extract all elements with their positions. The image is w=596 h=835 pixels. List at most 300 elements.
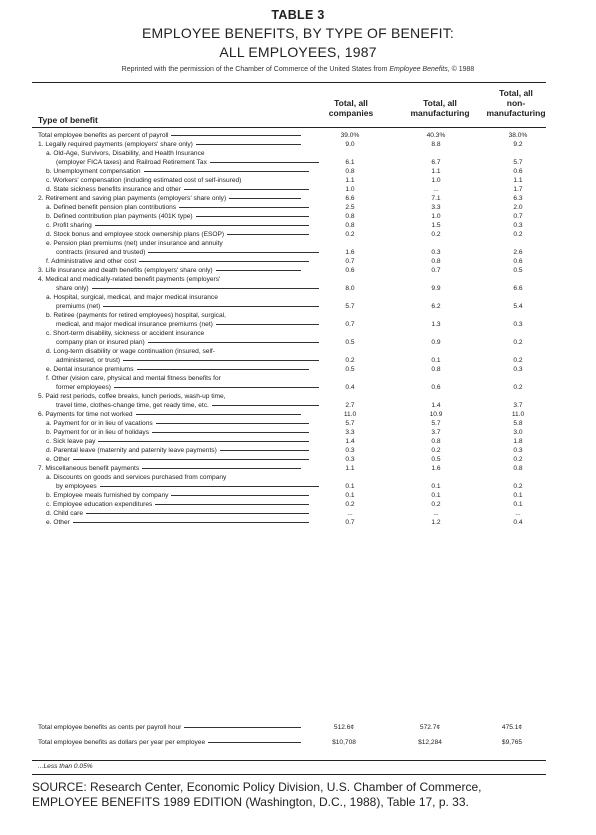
table-row	[38, 482, 546, 491]
row-label	[38, 185, 312, 194]
leader-line	[98, 441, 309, 442]
value-manufacturing: 3.3	[431, 204, 441, 211]
value-manufacturing: 0.2	[431, 231, 441, 238]
row-label-text: 4. Medical and medically-related benefit payments (employers'	[38, 276, 221, 283]
row-label-text: former employees)	[56, 384, 111, 391]
value-non-manufacturing: 5.8	[513, 420, 523, 427]
row-label-text: share only)	[56, 285, 89, 292]
row-label	[38, 464, 304, 473]
row-label-text: administered, or trust)	[56, 357, 121, 364]
row-label-text: company plan or insured plan)	[56, 339, 145, 346]
leader-line	[139, 261, 309, 262]
header-rule	[32, 127, 546, 128]
row-label-text: a. Payment for or in lieu of vacations	[46, 420, 153, 427]
row-label-text: b. Employee meals furnished by company	[46, 492, 169, 499]
table-row	[38, 518, 546, 527]
benefit-rows	[38, 131, 546, 527]
row-label-text: a. Hospital, surgical, medical, and major medical insurance	[46, 294, 218, 301]
table-row	[38, 248, 546, 257]
row-label	[38, 257, 312, 266]
value-manufacturing: 1.0	[431, 177, 441, 184]
row-label	[38, 500, 312, 509]
value-all-companies: 0.4	[345, 384, 355, 391]
value-non-manufacturing: 5.4	[513, 303, 523, 310]
value-manufacturing: 3.7	[431, 429, 441, 436]
reprint-note-a: Reprinted with the permission of the Chamber of Commerce of the United States from	[121, 66, 390, 73]
row-label	[38, 455, 312, 464]
value-manufacturing: 1.3	[431, 321, 441, 328]
value-manufacturing: $12,284	[418, 739, 442, 746]
row-label	[38, 392, 304, 401]
table-row	[38, 428, 546, 437]
value-manufacturing: 0.1	[431, 357, 441, 364]
leader-line	[136, 414, 301, 415]
table-row	[38, 419, 546, 428]
value-all-companies: 0.7	[345, 258, 355, 265]
table-row	[38, 320, 546, 329]
table-row	[38, 158, 546, 167]
leader-line	[210, 162, 319, 163]
row-label	[38, 284, 322, 293]
value-non-manufacturing: ...	[515, 510, 521, 517]
value-non-manufacturing: 0.6	[513, 168, 523, 175]
value-all-companies: 1.4	[345, 438, 355, 445]
value-non-manufacturing: 5.7	[513, 159, 523, 166]
value-non-manufacturing: 0.3	[513, 447, 523, 454]
row-label	[38, 302, 322, 311]
value-all-companies: 6.6	[345, 195, 355, 202]
value-non-manufacturing: 0.7	[513, 213, 523, 220]
value-all-companies: 5.7	[345, 303, 355, 310]
row-label	[38, 158, 322, 167]
leader-line	[184, 727, 301, 728]
value-manufacturing: 6.7	[431, 159, 441, 166]
row-label-text: b. Defined contribution plan payments (401K type)	[46, 213, 193, 220]
footnote-rule	[32, 774, 546, 775]
row-label-text: (employer FICA taxes) and Railroad Retirement Tax	[56, 159, 207, 166]
leader-line	[179, 207, 309, 208]
leader-line	[155, 504, 309, 505]
row-label	[38, 356, 322, 365]
leader-line	[114, 387, 319, 388]
value-all-companies: 2.7	[345, 402, 355, 409]
row-label-text: c. Workers' compensation (including estimated cost of self-insured)	[46, 177, 242, 184]
row-label-text: c. Short-term disability, sickness or accident insurance	[46, 330, 205, 337]
row-label-text: a. Old-Age, Survivors, Disability, and Health Insurance	[46, 150, 205, 157]
row-label	[32, 723, 304, 733]
table-row	[38, 221, 546, 230]
value-manufacturing: 572.7¢	[419, 724, 441, 731]
table-row	[38, 293, 546, 302]
value-manufacturing: 5.7	[431, 420, 441, 427]
row-label-text: 1. Legally required payments (employers' share only)	[38, 141, 193, 148]
table-row	[38, 374, 546, 383]
value-non-manufacturing: 0.3	[513, 321, 523, 328]
row-label-text: premiums (net)	[56, 303, 101, 310]
table-row	[38, 212, 546, 221]
value-non-manufacturing: 0.2	[513, 456, 523, 463]
value-non-manufacturing: 38.0%	[508, 132, 528, 139]
value-all-companies: 39.0%	[340, 132, 360, 139]
table-row	[38, 473, 546, 482]
row-label	[38, 473, 312, 482]
table-row	[38, 266, 546, 275]
value-manufacturing: ...	[433, 510, 439, 517]
leader-line	[103, 306, 319, 307]
value-all-companies: 0.7	[345, 321, 355, 328]
row-label	[38, 374, 312, 383]
row-label	[38, 131, 304, 140]
table-row	[38, 131, 546, 140]
col-header-non-manufacturing	[478, 88, 554, 118]
value-all-companies: 0.5	[345, 339, 355, 346]
value-all-companies: 0.5	[345, 366, 355, 373]
table-header	[0, 0, 596, 73]
table-row	[38, 167, 546, 176]
value-non-manufacturing: 2.0	[513, 204, 523, 211]
row-label-text: e. Other	[46, 519, 70, 526]
value-manufacturing: 0.6	[431, 384, 441, 391]
value-non-manufacturing: 1.7	[513, 186, 523, 193]
value-non-manufacturing: 0.3	[513, 222, 523, 229]
row-label	[38, 446, 312, 455]
value-all-companies: 5.7	[345, 420, 355, 427]
row-label-text: 6. Payments for time not worked	[38, 411, 133, 418]
value-non-manufacturing: 0.1	[513, 492, 523, 499]
row-label	[38, 203, 312, 212]
row-label	[38, 320, 322, 329]
row-label-text: e. Dental insurance premiums	[46, 366, 134, 373]
leader-line	[137, 369, 309, 370]
table-row	[38, 365, 546, 374]
row-label	[38, 329, 312, 338]
table-row	[38, 383, 546, 392]
value-non-manufacturing: 1.1	[513, 177, 523, 184]
table-row	[38, 284, 546, 293]
value-all-companies: 0.6	[345, 267, 355, 274]
source-line2: EMPLOYEE BENEFITS 1989 EDITION (Washington, D.C., 1988), Table 17, p. 33.	[32, 795, 469, 809]
row-label	[38, 419, 312, 428]
value-all-companies: 9.0	[345, 141, 355, 148]
col-header-manufacturing	[402, 98, 478, 118]
col-header-non-l1: Total, all	[499, 88, 533, 98]
value-manufacturing: 0.7	[431, 267, 441, 274]
value-manufacturing: 0.5	[431, 456, 441, 463]
leader-line	[229, 198, 301, 199]
value-all-companies: 0.3	[345, 447, 355, 454]
value-manufacturing: 9.9	[431, 285, 441, 292]
table-row	[38, 239, 546, 248]
totals-block	[32, 723, 546, 753]
row-label-text: 2. Retirement and saving plan payments (employers' share only)	[38, 195, 227, 202]
source-line1: SOURCE: Research Center, Economic Policy Division, U.S. Chamber of Commerce,	[32, 780, 482, 794]
leader-line	[73, 522, 309, 523]
row-label-text: Total employee benefits as cents per payroll hour	[38, 724, 182, 731]
table-row	[38, 446, 546, 455]
table-row	[38, 356, 546, 365]
value-non-manufacturing: 9.2	[513, 141, 523, 148]
value-non-manufacturing: 0.4	[513, 519, 523, 526]
value-non-manufacturing: 3.7	[513, 402, 523, 409]
row-label	[38, 410, 304, 419]
row-label-text: a. Defined benefit pension plan contributions	[46, 204, 177, 211]
table-row	[38, 509, 546, 518]
leader-line	[156, 423, 309, 424]
value-manufacturing: 1.5	[431, 222, 441, 229]
row-label	[38, 338, 322, 347]
table-row	[38, 347, 546, 356]
row-label-text: c. Sick leave pay	[46, 438, 96, 445]
leader-line	[95, 225, 309, 226]
row-label-text: contracts (insured and trusted)	[56, 249, 146, 256]
row-label-text: e. Other	[46, 456, 70, 463]
value-manufacturing: 0.8	[431, 366, 441, 373]
table-row	[38, 392, 546, 401]
leader-line	[171, 135, 301, 136]
row-label	[38, 248, 322, 257]
row-label	[38, 230, 312, 239]
row-label	[38, 266, 304, 275]
value-all-companies: 512.6¢	[333, 724, 355, 731]
table-row	[38, 338, 546, 347]
table-row	[38, 329, 546, 338]
value-manufacturing: 0.8	[431, 438, 441, 445]
footnote: ...Less than 0.05%	[38, 763, 93, 770]
row-label-text: f. Other (vision care, physical and mental fitness benefits for	[46, 375, 221, 382]
row-label	[38, 293, 312, 302]
value-all-companies: 0.1	[345, 492, 355, 499]
row-label	[38, 140, 304, 149]
col-header-mfg-l1: Total, all	[423, 98, 457, 108]
value-manufacturing: 0.8	[431, 258, 441, 265]
table-row	[38, 491, 546, 500]
value-non-manufacturing: 6.3	[513, 195, 523, 202]
value-non-manufacturing: 11.0	[511, 411, 525, 418]
value-manufacturing: 10.9	[429, 411, 443, 418]
col-header-type: Type of benefit	[38, 115, 98, 125]
leader-line	[100, 486, 319, 487]
leader-line	[148, 252, 319, 253]
table-number: TABLE 3	[271, 8, 325, 22]
row-label	[38, 311, 312, 320]
table-title-line2: ALL EMPLOYEES, 1987	[219, 44, 377, 60]
value-all-companies: 1.6	[345, 249, 355, 256]
table-row	[38, 401, 546, 410]
value-all-companies: 0.2	[345, 501, 355, 508]
leader-line	[216, 324, 319, 325]
value-non-manufacturing: 0.1	[513, 501, 523, 508]
value-manufacturing: 0.1	[431, 492, 441, 499]
row-label-text: by employees	[56, 483, 97, 490]
value-manufacturing: ...	[433, 186, 439, 193]
leader-line	[123, 360, 319, 361]
row-label-text: d. Long-term disability or wage continuation (insured, self-	[46, 348, 215, 355]
total-row	[32, 738, 546, 748]
value-all-companies: 3.3	[345, 429, 355, 436]
value-manufacturing: 1.4	[431, 402, 441, 409]
table-row	[38, 194, 546, 203]
row-label	[38, 491, 312, 500]
table-title-line1: EMPLOYEE BENEFITS, BY TYPE OF BENEFIT:	[141, 25, 455, 41]
value-non-manufacturing: 0.5	[513, 267, 523, 274]
leader-line	[216, 270, 301, 271]
value-non-manufacturing: 0.2	[513, 483, 523, 490]
value-non-manufacturing: 6.6	[513, 285, 523, 292]
row-label	[38, 221, 312, 230]
col-header-non-l2: non-	[506, 98, 526, 108]
leader-line	[208, 742, 301, 743]
row-label	[38, 212, 312, 221]
row-label-text: b. Payment for or in lieu of holidays	[46, 429, 149, 436]
row-label	[32, 738, 304, 748]
col-header-all-l1: Total, all	[334, 98, 368, 108]
table-row	[38, 140, 546, 149]
row-label-text: f. Administrative and other cost	[46, 258, 137, 265]
row-label-text: 5. Paid rest periods, coffee breaks, lunch periods, wash-up time,	[38, 393, 226, 400]
value-manufacturing: 1.1	[431, 168, 441, 175]
col-header-mfg-l2: manufacturing	[410, 108, 470, 118]
value-all-companies: 0.2	[345, 357, 355, 364]
leader-line	[92, 288, 319, 289]
value-non-manufacturing: 0.2	[513, 231, 523, 238]
value-all-companies: $10,708	[332, 739, 356, 746]
row-label	[38, 239, 312, 248]
row-label-text: d. Child care	[46, 510, 84, 517]
reprint-note-c: , © 1988	[447, 66, 475, 73]
row-label	[38, 482, 322, 491]
source-note	[32, 780, 552, 810]
row-label	[38, 275, 304, 284]
col-header-all-l2: companies	[328, 108, 374, 118]
value-manufacturing: 0.2	[431, 501, 441, 508]
value-manufacturing: 1.2	[431, 519, 441, 526]
table-row	[38, 455, 546, 464]
value-non-manufacturing: 0.2	[513, 339, 523, 346]
col-header-all-companies	[318, 98, 384, 118]
value-all-companies: 1.1	[345, 177, 355, 184]
row-label	[38, 437, 312, 446]
row-label-text: b. Unemployment compensation	[46, 168, 141, 175]
value-all-companies: 6.1	[345, 159, 355, 166]
value-non-manufacturing: 0.3	[513, 366, 523, 373]
table-row	[38, 464, 546, 473]
row-label-text: 3. Life insurance and death benefits (employers' share only)	[38, 267, 213, 274]
leader-line	[171, 495, 309, 496]
row-label	[38, 509, 312, 518]
table-row	[38, 230, 546, 239]
top-rule	[32, 82, 546, 83]
table-row	[38, 185, 546, 194]
leader-line	[196, 144, 301, 145]
row-label-text: Total employee benefits as percent of payroll	[38, 132, 169, 139]
table-row	[38, 302, 546, 311]
table-row	[38, 149, 546, 158]
value-non-manufacturing: 0.6	[513, 258, 523, 265]
value-all-companies: 0.8	[345, 168, 355, 175]
value-non-manufacturing: 0.8	[513, 465, 523, 472]
value-manufacturing: 6.2	[431, 303, 441, 310]
row-label-text: medical, and major medical insurance premiums (net)	[56, 321, 213, 328]
value-all-companies: 0.8	[345, 213, 355, 220]
leader-line	[144, 171, 309, 172]
total-row	[32, 723, 546, 733]
value-all-companies: 0.8	[345, 222, 355, 229]
row-label-text: d. Parental leave (maternity and paternity leave payments)	[46, 447, 217, 454]
leader-line	[73, 459, 309, 460]
value-all-companies: 0.3	[345, 456, 355, 463]
row-label	[38, 401, 322, 410]
row-label	[38, 194, 304, 203]
leader-line	[196, 216, 309, 217]
table-row	[38, 500, 546, 509]
value-manufacturing: 0.2	[431, 447, 441, 454]
reprint-note-b: Employee Benefits	[389, 66, 448, 73]
row-label-text: c. Employee education expenditures	[46, 501, 153, 508]
leader-line	[220, 450, 309, 451]
table-row	[38, 410, 546, 419]
row-label	[38, 167, 312, 176]
value-manufacturing: 1.6	[431, 465, 441, 472]
row-label-text: e. Pension plan premiums (net) under insurance and annuity	[46, 240, 223, 247]
value-non-manufacturing: 2.6	[513, 249, 523, 256]
value-non-manufacturing: $9,765	[501, 739, 523, 746]
row-label	[38, 383, 322, 392]
table-row	[38, 257, 546, 266]
value-non-manufacturing: 1.8	[513, 438, 523, 445]
value-manufacturing: 1.0	[431, 213, 441, 220]
col-header-non-l3: manufacturing	[486, 108, 546, 118]
leader-line	[142, 468, 301, 469]
row-label-text: c. Profit sharing	[46, 222, 92, 229]
value-manufacturing: 7.1	[431, 195, 441, 202]
value-manufacturing: 0.1	[431, 483, 441, 490]
value-manufacturing: 40.3%	[426, 132, 446, 139]
value-non-manufacturing: 475.1¢	[501, 724, 523, 731]
row-label-text: d. Stock bonus and employee stock ownership plans (ESOP)	[46, 231, 225, 238]
table-row	[38, 311, 546, 320]
value-all-companies: 11.0	[343, 411, 357, 418]
row-label-text: Total employee benefits as dollars per year per employee	[38, 739, 206, 746]
value-manufacturing: 8.8	[431, 141, 441, 148]
row-label	[38, 176, 312, 185]
value-all-companies: 0.7	[345, 519, 355, 526]
value-non-manufacturing: 3.0	[513, 429, 523, 436]
table-row	[38, 275, 546, 284]
leader-line	[212, 405, 319, 406]
row-label	[38, 428, 312, 437]
value-manufacturing: 0.9	[431, 339, 441, 346]
row-label	[38, 149, 312, 158]
row-label	[38, 365, 312, 374]
leader-line	[148, 342, 319, 343]
leader-line	[227, 234, 309, 235]
table-row	[38, 176, 546, 185]
value-all-companies: 1.0	[345, 186, 355, 193]
value-manufacturing: 0.3	[431, 249, 441, 256]
row-label	[38, 518, 312, 527]
row-label	[38, 347, 312, 356]
reprint-note	[0, 66, 596, 73]
value-non-manufacturing: 0.2	[513, 384, 523, 391]
leader-line	[152, 432, 309, 433]
value-all-companies: 0.1	[345, 483, 355, 490]
row-label-text: 7. Miscellaneous benefit payments	[38, 465, 140, 472]
row-label-text: travel time, clothes-change time, get ready time, etc.	[56, 402, 209, 409]
table-row	[38, 203, 546, 212]
value-all-companies: 0.2	[345, 231, 355, 238]
value-all-companies: 8.0	[345, 285, 355, 292]
value-all-companies: 2.5	[345, 204, 355, 211]
